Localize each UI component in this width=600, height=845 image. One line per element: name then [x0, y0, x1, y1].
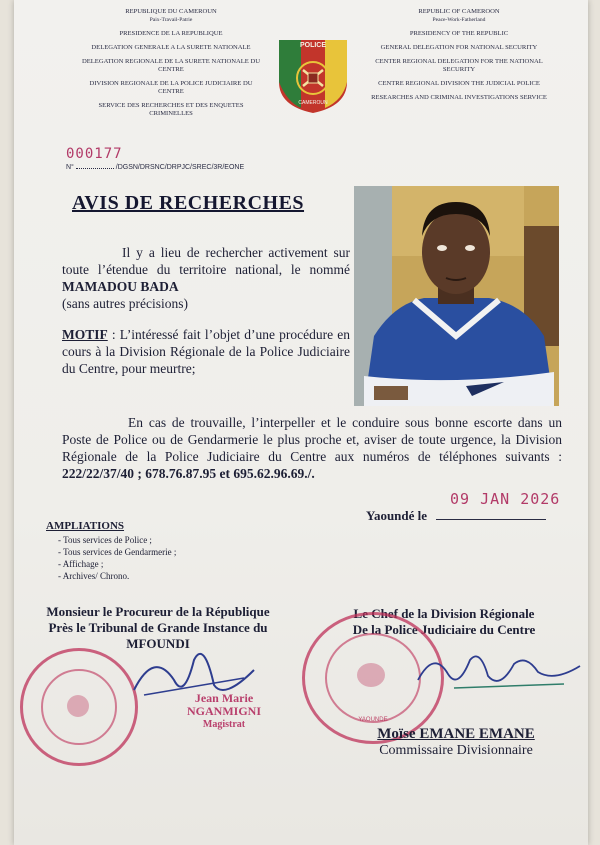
signatory-right-role: Commissaire Divisionnaire — [379, 743, 533, 758]
date-stamp: 09 JAN 2026 — [450, 490, 561, 508]
signatory-right-line: Le Chef de la Division Régionale — [353, 606, 535, 621]
header-right-line: GENERAL DELEGATION FOR NATIONAL SECURITY — [380, 44, 538, 51]
intro-text: Il y a lieu de rechercher activement sur toute l’étendue du territoire national, le nommé — [62, 245, 350, 277]
place-date — [366, 508, 546, 524]
magistrate-name-first: Jean Marie — [194, 691, 254, 705]
intro-paragraph — [62, 244, 350, 312]
document-page — [14, 0, 588, 845]
header-left-line: REPUBLIQUE DU CAMEROUN — [125, 8, 217, 15]
ampliations-title: AMPLIATIONS — [46, 520, 125, 532]
instructions-paragraph — [62, 414, 562, 482]
header-left-line: DELEGATION GENERALE A LA SURETE NATIONALE — [91, 44, 251, 51]
emblem-bottom-text: CAMEROUN — [298, 100, 328, 106]
header-right-line: PRESIDENCY OF THE REPUBLIC — [409, 30, 509, 37]
motif-paragraph — [62, 326, 350, 377]
wanted-person-name: MAMADOU BADA — [62, 279, 179, 294]
header-left — [76, 8, 266, 118]
header-right-line: RESEARCHES AND CRIMINAL INVESTIGATIONS SERVICE — [371, 94, 547, 101]
signatory-right-name-block — [336, 726, 576, 759]
reference-line — [66, 164, 244, 171]
phone-numbers: 222/22/37/40 ; 678.76.87.95 et 695.62.96.69./. — [62, 466, 315, 481]
list-item: - Tous services de Gendarmerie ; — [58, 547, 177, 557]
header-left-line: PRESIDENCE DE LA REPUBLIQUE — [119, 30, 223, 37]
seal-text: YAOUNDE — [358, 717, 388, 723]
header-right — [364, 8, 554, 102]
motif-label: MOTIF — [62, 327, 108, 342]
signatory-left-line: Près le Tribunal de Grande Instance du — [48, 620, 268, 635]
header-right-line: REPUBLIC OF CAMEROON — [418, 8, 500, 15]
list-item: - Archives/ Chrono. — [58, 571, 130, 581]
list-item: - Affichage ; — [58, 559, 104, 569]
place-date-label: Yaoundé le — [366, 508, 428, 523]
page-title: AVIS DE RECHERCHES — [72, 192, 305, 214]
signatory-left-line: MFOUNDI — [126, 636, 190, 651]
signature-right — [414, 640, 584, 700]
ampliations — [46, 520, 176, 582]
signatory-right-name: Moïse EMANE EMANE — [377, 726, 535, 742]
signatory-left-line: Monsieur le Procureur de la République — [46, 604, 270, 619]
magistrate-stamp — [154, 692, 294, 731]
instructions-text: En cas de trouvaille, l’interpeller et le conduire sous bonne escorte dans un Poste de Police ou de Gendarmerie le plus proche et, aviser de toute urgence, la Division Régionale de la Police Judiciaire du Centre aux numéros de téléphones suivants : — [62, 415, 562, 464]
emblem-top-text: POLICE — [299, 42, 327, 49]
ampliations-list — [46, 534, 176, 582]
header-left-line: DELEGATION REGIONALE DE LA SURETE NATIONALE DU CENTRE — [81, 58, 260, 73]
magistrate-role: Magistrat — [202, 719, 246, 730]
tribunal-seal — [20, 648, 138, 766]
police-emblem — [277, 36, 349, 114]
header-right-line: CENTRE REGIONAL DIVISION THE JUDICIAL POLICE — [378, 80, 540, 87]
reference-code: /DGSN/DRSNC/DRPJC/SREC/3R/EONE — [115, 164, 245, 171]
header-left-line: Paix-Travail-Patrie — [149, 17, 193, 23]
header-right-line: Peace-Work-Fatherland — [432, 17, 486, 23]
signatory-right-line: De la Police Judiciaire du Centre — [352, 622, 536, 637]
magistrate-name-last: NGANMIGNI — [187, 704, 261, 718]
reference-prefix: N° — [66, 164, 74, 171]
suspect-photo — [354, 186, 559, 406]
header-left-line: DIVISION REGIONALE DE LA POLICE JUDICIAIRE DU CENTRE — [89, 80, 253, 95]
header-left-line: SERVICE DES RECHERCHES ET DES ENQUETES CRIMINELLES — [98, 102, 244, 117]
intro-note: (sans autres précisions) — [62, 296, 188, 311]
header-right-line: CENTER REGIONAL DELEGATION FOR THE NATIONAL SECURITY — [375, 58, 543, 73]
motif-text: : L’intéressé fait l’objet d’une procédure en cours à la Division Régionale de la Police Judiciaire du Centre, pour meurtre; — [62, 327, 350, 376]
list-item: - Tous services de Police ; — [58, 535, 152, 545]
document-number-stamp: 000177 — [66, 146, 123, 162]
